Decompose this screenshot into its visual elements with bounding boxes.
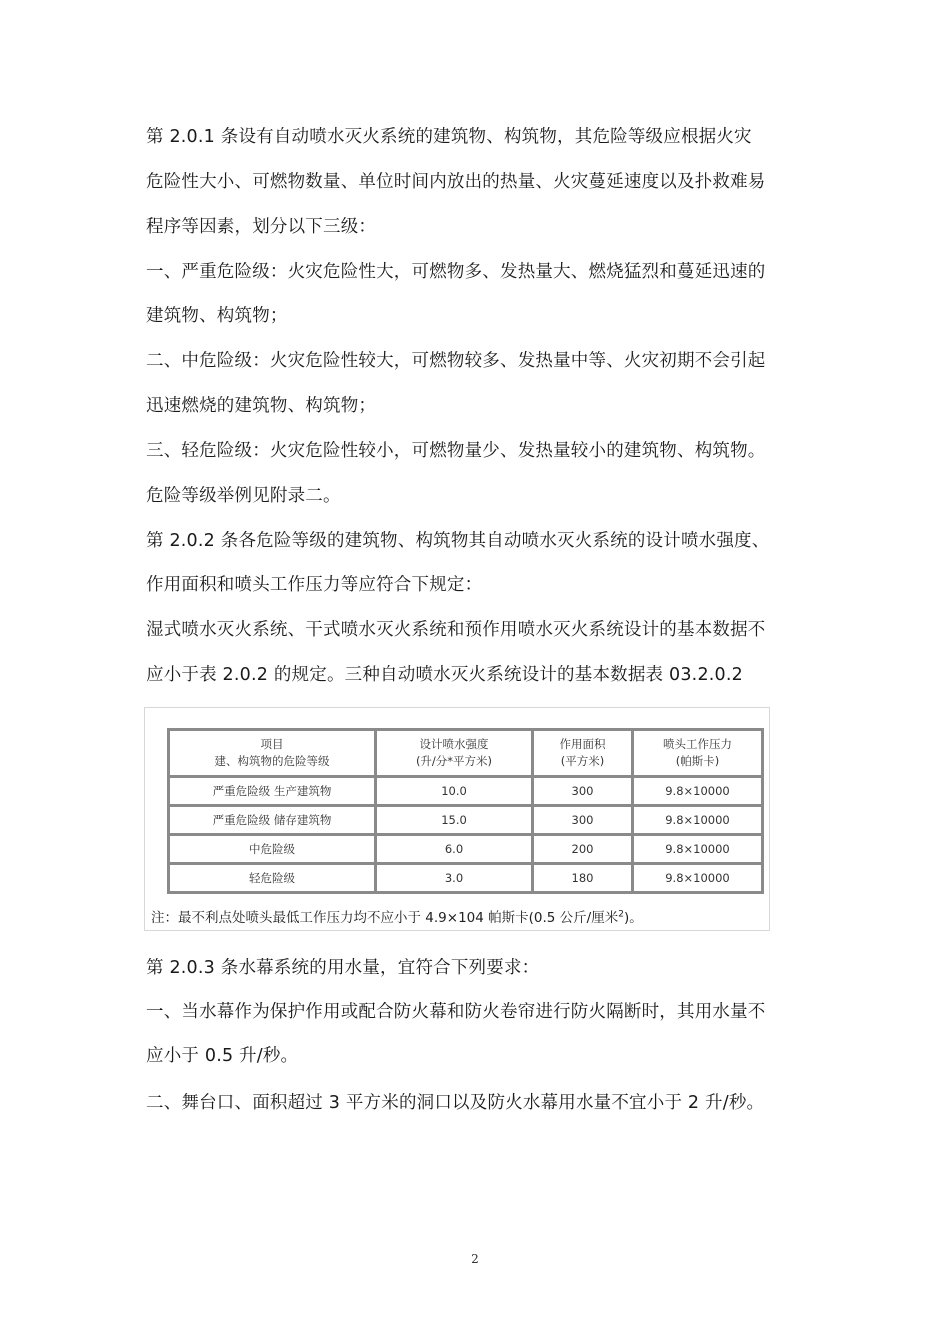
table-cell: 300 <box>534 807 631 833</box>
paragraph-line: 应小于 0.5 升/秒。 <box>146 1046 299 1066</box>
paragraph-line: 第 2.0.2 条各危险等级的建筑物、构筑物其自动喷水灭火系统的设计喷水强度、 <box>146 531 770 551</box>
header-line: 喷头工作压力 <box>663 737 732 751</box>
header-line: 建、构筑物的危险等级 <box>214 754 330 768</box>
paragraph-line: 湿式喷水灭火系统、干式喷水灭火系统和预作用喷水灭火系统设计的基本数据不 <box>146 620 766 640</box>
table-row <box>170 865 761 891</box>
paragraph-line: 危险性大小、可燃物数量、单位时间内放出的热量、火灾蔓延速度以及扑救难易 <box>146 172 766 192</box>
table-header-row <box>170 731 761 775</box>
paragraph-line: 建筑物、构筑物； <box>146 306 288 326</box>
table-cell: 10.0 <box>377 778 531 804</box>
table-cell: 9.8×10000 <box>634 778 761 804</box>
table-row <box>170 778 761 804</box>
header-line: (平方米) <box>560 754 605 768</box>
table-row <box>170 807 761 833</box>
header-line: 项目 <box>260 737 284 751</box>
table-note-text: 注：最不利点处喷头最低工作压力均不应小于 4.9×104 帕斯卡(0.5 公斤/厘米 <box>151 910 619 926</box>
paragraph-line: 第 2.0.3 条水幕系统的用水量，宜符合下列要求： <box>146 958 540 978</box>
header-cell <box>534 731 631 775</box>
paragraph-line: 作用面积和喷头工作压力等应符合下规定： <box>146 575 483 595</box>
table-cell: 200 <box>534 836 631 862</box>
table-cell: 轻危险级 <box>170 865 374 891</box>
sprinkler-data-table <box>167 728 764 894</box>
table-note-end: )。 <box>623 910 643 926</box>
table-cell: 严重危险级 储存建筑物 <box>170 807 374 833</box>
paragraph-line: 应小于表 2.0.2 的规定。三种自动喷水灭火系统设计的基本数据表 03.2.0.2 <box>146 665 743 685</box>
table-cell: 9.8×10000 <box>634 865 761 891</box>
table-cell: 180 <box>534 865 631 891</box>
table-cell: 9.8×10000 <box>634 807 761 833</box>
paragraph-line: 程序等因素，划分以下三级： <box>146 217 377 237</box>
paragraph-line: 二、中危险级：火灾危险性较大，可燃物较多、发热量中等、火灾初期不会引起 <box>146 351 766 371</box>
table-note-superscript: 2 <box>618 909 624 920</box>
paragraph-line: 二、舞台口、面积超过 3 平方米的洞口以及防火水幕用水量不宜小于 2 升/秒。 <box>146 1093 765 1113</box>
header-cell <box>377 731 531 775</box>
table-cell: 3.0 <box>377 865 531 891</box>
table-cell: 9.8×10000 <box>634 836 761 862</box>
paragraph-line: 一、严重危险级：火灾危险性大，可燃物多、发热量大、燃烧猛烈和蔓延迅速的 <box>146 262 766 282</box>
paragraph-line: 危险等级举例见附录二。 <box>146 486 341 506</box>
table-cell: 300 <box>534 778 631 804</box>
header-cell <box>170 731 374 775</box>
table-cell: 15.0 <box>377 807 531 833</box>
table-figure <box>144 707 770 931</box>
paragraph-line: 三、轻危险级：火灾危险性较小，可燃物量少、发热量较小的建筑物、构筑物。 <box>146 441 766 461</box>
table-row <box>170 836 761 862</box>
header-line: 作用面积 <box>559 737 606 751</box>
header-line: 设计喷水强度 <box>419 737 489 751</box>
table-cell: 中危险级 <box>170 836 374 862</box>
header-line: (升/分*平方米) <box>415 754 493 768</box>
header-cell <box>634 731 761 775</box>
paragraph-line: 第 2.0.1 条设有自动喷水灭火系统的建筑物、构筑物，其危险等级应根据火灾 <box>146 127 752 147</box>
header-line: (帕斯卡) <box>675 754 720 768</box>
table-cell: 严重危险级 生产建筑物 <box>170 778 374 804</box>
table-cell: 6.0 <box>377 836 531 862</box>
paragraph-line: 迅速燃烧的建筑物、构筑物； <box>146 396 377 416</box>
table-note <box>151 906 643 926</box>
paragraph-line: 一、当水幕作为保护作用或配合防火幕和防火卷帘进行防火隔断时，其用水量不 <box>146 1002 766 1022</box>
page-number: 2 <box>471 1252 479 1266</box>
